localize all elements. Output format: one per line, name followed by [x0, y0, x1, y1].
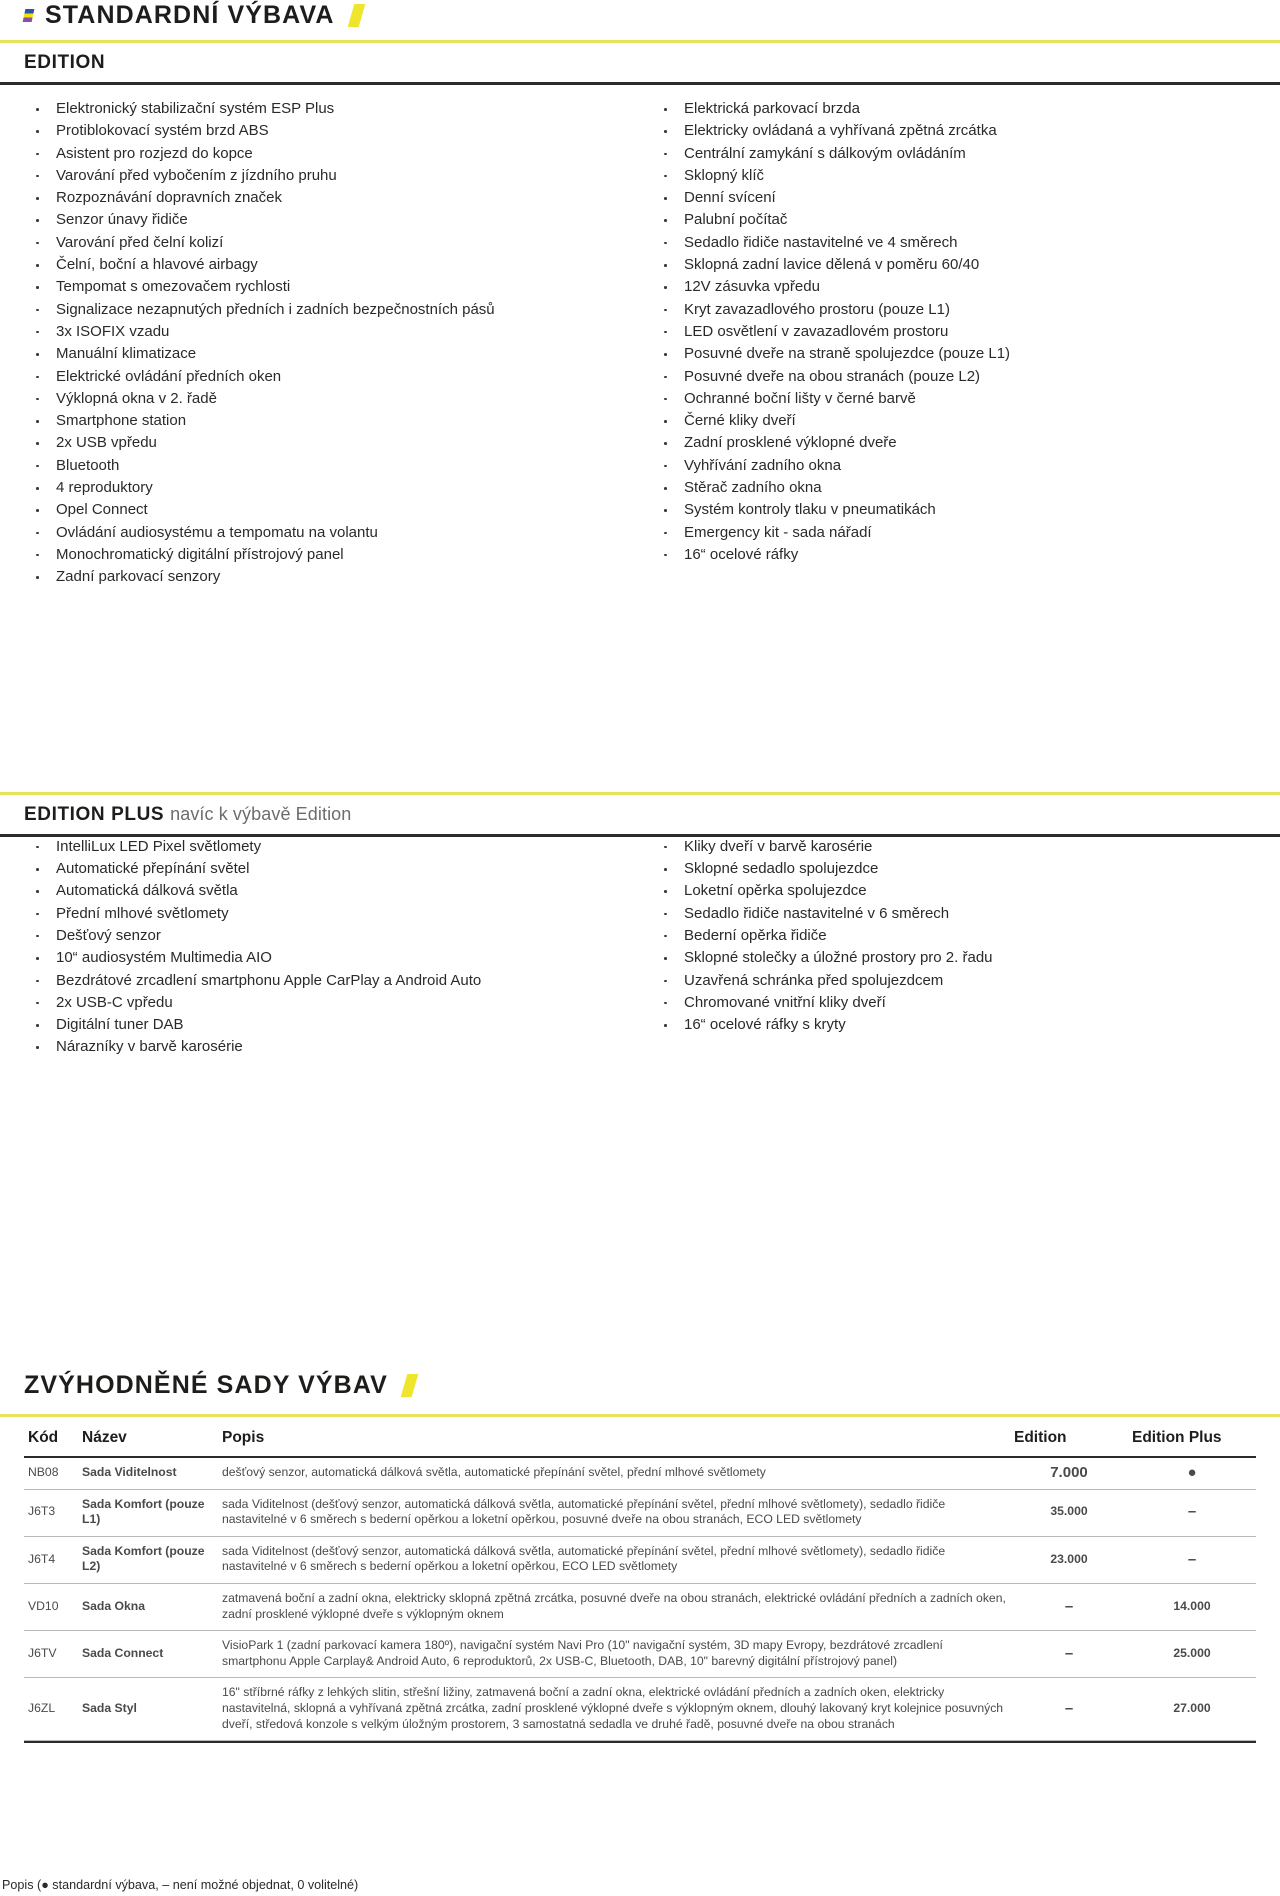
- list-item: Smartphone station: [28, 410, 640, 432]
- list-item: Elektrická parkovací brzda: [656, 98, 1280, 120]
- list-item: 3x ISOFIX vzadu: [28, 321, 640, 343]
- cell-code: VD10: [24, 1583, 78, 1630]
- list-item: Sedadlo řidiče nastavitelné v 6 směrech: [656, 903, 1280, 925]
- list-item: Varování před čelní kolizí: [28, 232, 640, 254]
- list-item: 4 reproduktory: [28, 477, 640, 499]
- list-item: Elektrické ovládání předních oken: [28, 366, 640, 388]
- cell-edition-plus: 27.000: [1128, 1678, 1256, 1741]
- list-item: Sklopný klíč: [656, 165, 1280, 187]
- list-item: Denní svícení: [656, 187, 1280, 209]
- table-row: [24, 1489, 1256, 1536]
- list-item: Zadní prosklené výklopné dveře: [656, 432, 1280, 454]
- cell-edition: –: [1010, 1678, 1128, 1741]
- cell-edition: –: [1010, 1631, 1128, 1678]
- list-item: Chromované vnitřní kliky dveří: [656, 992, 1280, 1014]
- yellow-slash-icon: [347, 4, 365, 27]
- list-item: Signalizace nezapnutých předních i zadních bezpečnostních pásů: [28, 299, 640, 321]
- cell-code: J6T3: [24, 1489, 78, 1536]
- th-code: Kód: [24, 1422, 78, 1457]
- list-item: Protiblokovací systém brzd ABS: [28, 120, 640, 142]
- edition-left-list: [28, 98, 640, 589]
- cell-edition: 23.000: [1010, 1536, 1128, 1583]
- edition-plus-left-list: [28, 702, 640, 1059]
- list-item: Výklopná okna v 2. řadě: [28, 388, 640, 410]
- list-item: Sedadlo řidiče nastavitelné ve 4 směrech: [656, 232, 1280, 254]
- list-item: Elektricky ovládaná a vyhřívaná zpětná zrcátka: [656, 120, 1280, 142]
- cell-code: J6ZL: [24, 1678, 78, 1741]
- list-item: Posuvné dveře na obou stranách (pouze L2): [656, 366, 1280, 388]
- list-item: Přední mlhové světlomety: [28, 903, 640, 925]
- th-edition: Edition: [1010, 1422, 1128, 1457]
- list-item: Loketní opěrka spolujezdce: [656, 880, 1280, 902]
- edition-plus-features: [0, 702, 1280, 1059]
- cell-name: Sada Connect: [78, 1631, 218, 1678]
- list-item: 2x USB-C vpředu: [28, 992, 640, 1014]
- cell-edition: –: [1010, 1583, 1128, 1630]
- cell-desc: 16" stříbrné ráfky z lehkých slitin, střešní ližiny, zatmavená boční a zadní okna, elektrické ovládání předních a zadních oken, elektricky nastavitelná, sklopná a vyhřívaná zpětná zrcátka, zadní prosklené výklopné dveře s výklopným oknem, dlouhý lakovaný kryt kolejnice posuvných dveří, středová konzole s velkým úložným prostorem, 3 samostatná sedadla ve druhé řadě, posuvné dveře na obou stranách: [218, 1678, 1010, 1741]
- list-item: Sklopné sedadlo spolujezdce: [656, 858, 1280, 880]
- section-title-wrap: [0, 2, 1280, 30]
- list-item: Zadní parkovací senzory: [28, 566, 640, 588]
- list-item: Automatická dálková světla: [28, 880, 640, 902]
- list-item: Vyhřívání zadního okna: [656, 455, 1280, 477]
- list-item: Centrální zamykání s dálkovým ovládáním: [656, 143, 1280, 165]
- cell-edition-plus: 25.000: [1128, 1631, 1256, 1678]
- list-item: Nárazníky v barvě karosérie: [28, 1036, 640, 1058]
- list-item: Senzor únavy řidiče: [28, 209, 640, 231]
- list-item: Ochranné boční lišty v černé barvě: [656, 388, 1280, 410]
- list-item: Varování před vybočením z jízdního pruhu: [28, 165, 640, 187]
- list-item: Bederní opěrka řidiče: [656, 925, 1280, 947]
- list-item: Sklopná zadní lavice dělená v poměru 60/40: [656, 254, 1280, 276]
- list-item: LED osvětlení v zavazadlovém prostoru: [656, 321, 1280, 343]
- list-item: Systém kontroly tlaku v pneumatikách: [656, 499, 1280, 521]
- standard-equipment-section-header: [0, 2, 1280, 30]
- edition-plus-subhead-note: navíc k výbavě Edition: [170, 804, 352, 824]
- edition-features-left-column: [0, 98, 640, 589]
- edition-plus-right-column: [640, 702, 1280, 1059]
- table-footnote: Popis (● standardní výbava, – není možné objednat, 0 volitelné): [2, 1878, 359, 1892]
- edition-plus-subhead-label: EDITION PLUS: [24, 804, 165, 825]
- list-item: 10“ audiosystém Multimedia AIO: [28, 947, 640, 969]
- list-item: Kryt zavazadlového prostoru (pouze L1): [656, 299, 1280, 321]
- edition-right-list: [656, 98, 1280, 566]
- cell-edition-plus: 14.000: [1128, 1583, 1256, 1630]
- cell-name: Sada Viditelnost: [78, 1457, 218, 1489]
- section-title-sets: [24, 1372, 1280, 1400]
- list-item: IntelliLux LED Pixel světlomety: [28, 836, 640, 858]
- cell-desc: zatmavená boční a zadní okna, elektricky sklopná zpětná zrcátka, posuvné dveře na obou stranách, elektrické ovládání předních a zadních oken, zadní prosklené výklopné dveře s výklopným oknem: [218, 1583, 1010, 1630]
- list-item: 16“ ocelové ráfky: [656, 544, 1280, 566]
- section-title-text: STANDARDNÍ VÝBAVA: [45, 1, 335, 29]
- list-item: Dešťový senzor: [28, 925, 640, 947]
- list-item: Rozpoznávání dopravních značek: [28, 187, 640, 209]
- table-bottom-rule: [24, 1741, 1256, 1743]
- list-item: Digitální tuner DAB: [28, 1014, 640, 1036]
- table-row: [24, 1583, 1256, 1630]
- cell-code: J6TV: [24, 1631, 78, 1678]
- cell-edition: 35.000: [1010, 1489, 1128, 1536]
- list-item: 16“ ocelové ráfky s kryty: [656, 1014, 1280, 1036]
- cell-name: Sada Okna: [78, 1583, 218, 1630]
- cell-desc: sada Viditelnost (dešťový senzor, automatická dálková světla, automatické přepínání světel, přední mlhové světlomety), sedadlo řidiče nastavitelné v 6 směrech s bederní opěrkou a loketní opěrkou, posuvné dveře na obou stranách, ECO LED světlomety: [218, 1489, 1010, 1536]
- cell-edition: 7.000: [1010, 1457, 1128, 1489]
- th-desc: Popis: [218, 1422, 1010, 1457]
- cell-code: J6T4: [24, 1536, 78, 1583]
- cell-desc: dešťový senzor, automatická dálková světla, automatické přepínání světel, přední mlhové světlomety: [218, 1457, 1010, 1489]
- table-row: [24, 1536, 1256, 1583]
- list-item: Černé kliky dveří: [656, 410, 1280, 432]
- cell-edition-plus: ●: [1128, 1457, 1256, 1489]
- edition-plus-right-list: [656, 702, 1280, 1036]
- list-item: Monochromatický digitální přístrojový panel: [28, 544, 640, 566]
- list-item: Tempomat s omezovačem rychlosti: [28, 276, 640, 298]
- cell-name: Sada Komfort (pouze L2): [78, 1536, 218, 1583]
- list-item: Bezdrátové zrcadlení smartphonu Apple CarPlay a Android Auto: [28, 970, 640, 992]
- list-item: Elektronický stabilizační systém ESP Plus: [28, 98, 640, 120]
- cell-desc: VisioPark 1 (zadní parkovací kamera 180º), navigační systém Navi Pro (10" navigační systém, 3D mapy Evropy, bezdrátové zrcadlení smartphonu Apple Carplay& Android Auto, 6 reproduktorů, 2x USB-C, Bluetooth, DAB, 10" barevný digitální přístrojový panel): [218, 1631, 1010, 1678]
- sets-section-header: [0, 1372, 1280, 1400]
- sets-title-rule: [0, 1414, 1280, 1417]
- footnote-block: [0, 1872, 1280, 1892]
- table-row: [24, 1631, 1256, 1678]
- cell-name: Sada Komfort (pouze L1): [78, 1489, 218, 1536]
- th-name: Název: [78, 1422, 218, 1457]
- list-item: Asistent pro rozjezd do kopce: [28, 143, 640, 165]
- edition-subhead: EDITION: [24, 52, 106, 73]
- sets-table-block: [0, 1422, 1280, 1743]
- table-row: [24, 1457, 1256, 1489]
- table-row: [24, 1678, 1256, 1741]
- opel-flag-icon: [23, 9, 35, 22]
- list-item: Stěrač zadního okna: [656, 477, 1280, 499]
- list-item: Emergency kit - sada nářadí: [656, 522, 1280, 544]
- list-item: Sklopné stolečky a úložné prostory pro 2. řadu: [656, 947, 1280, 969]
- cell-desc: sada Viditelnost (dešťový senzor, automatická dálková světla, automatické přepínání světel, přední mlhové světlomety), sedadlo řidiče nastavitelné v 6 směrech s bederní opěrkou a loketní opěrkou, ECO LED světlomety: [218, 1536, 1010, 1583]
- edition-plus-left-column: [0, 702, 640, 1059]
- list-item: Opel Connect: [28, 499, 640, 521]
- cell-code: NB08: [24, 1457, 78, 1489]
- equipment-sets-table: [24, 1422, 1256, 1741]
- cell-edition-plus: –: [1128, 1536, 1256, 1583]
- list-item: Bluetooth: [28, 455, 640, 477]
- section-title-sets-text: ZVÝHODNĚNÉ SADY VÝBAV: [24, 1371, 388, 1399]
- list-item: 12V zásuvka vpředu: [656, 276, 1280, 298]
- list-item: Posuvné dveře na straně spolujezdce (pouze L1): [656, 343, 1280, 365]
- list-item: Kliky dveří v barvě karosérie: [656, 836, 1280, 858]
- list-item: Uzavřená schránka před spolujezdcem: [656, 970, 1280, 992]
- edition-features-right-column: [640, 98, 1280, 589]
- cell-name: Sada Styl: [78, 1678, 218, 1741]
- list-item: Automatické přepínání světel: [28, 858, 640, 880]
- list-item: Ovládání audiosystému a tempomatu na volantu: [28, 522, 640, 544]
- edition-subhead-block: [0, 43, 1280, 85]
- yellow-slash-icon-2: [401, 1374, 419, 1397]
- th-edition-plus: Edition Plus: [1128, 1422, 1256, 1457]
- list-item: Čelní, boční a hlavové airbagy: [28, 254, 640, 276]
- list-item: Manuální klimatizace: [28, 343, 640, 365]
- table-header-row: [24, 1422, 1256, 1457]
- edition-features: [0, 84, 1280, 589]
- list-item: 2x USB vpředu: [28, 432, 640, 454]
- cell-edition-plus: –: [1128, 1489, 1256, 1536]
- list-item: Palubní počítač: [656, 209, 1280, 231]
- section-title-standard: [24, 2, 1280, 30]
